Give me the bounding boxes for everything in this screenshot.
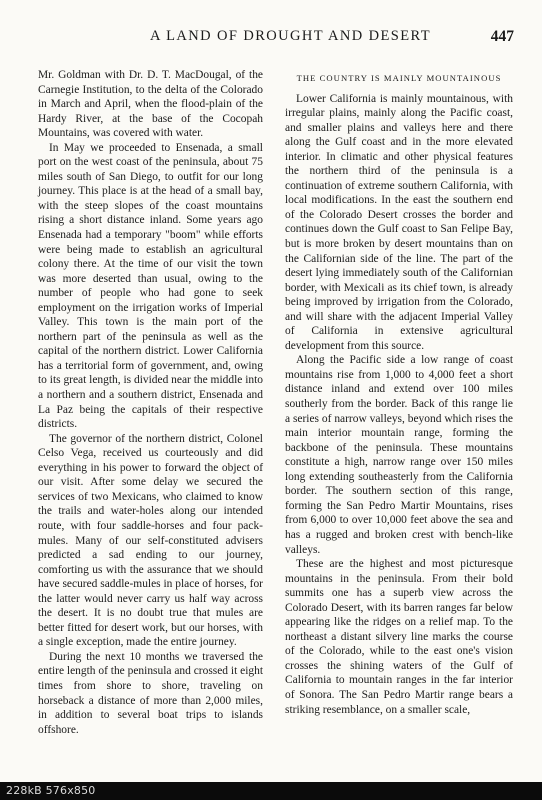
- paragraph: Mr. Goldman with Dr. D. T. MacDougal, of the Carnegie Institution, to the delta of the Colorado in March and April, when the flood-plain of the Hardy River, at the base of the Cocopah Mountains, was covered with water.: [38, 69, 263, 140]
- right-column: [285, 68, 513, 717]
- page-number: 447: [490, 28, 514, 45]
- paragraph: Along the Pacific side a low range of coast mountains rise from 1,000 to 4,000 feet a short distance inland and extend over 100 miles southerly from the border. Back of this range lie a series of narrow valleys, beyond which rises the main interior mountain range, forming the backbone of the peninsula. These mountains constitute a high, narrow range over 150 miles long extending southeasterly from the California border. The southern section of this range, forming the San Pedro Martir Mountains, rises from 6,000 to over 10,000 feet above the sea and has a rugged and broken crest with bench-like valleys.: [285, 354, 513, 556]
- section-heading: THE COUNTRY IS MAINLY MOUNTAINOUS: [296, 73, 502, 83]
- running-head: [150, 28, 514, 46]
- image-info-bar: [0, 782, 542, 800]
- paragraph: These are the highest and most picturesque mountains in the peninsula. From their bold summits one has a superb view across the Colorado Desert, with its barren ranges far below appearing like the ridges on a relief map. To the northeast a distant silvery line marks the course of the Colorado, while to the east one's vision crosses the shining waters of the Gulf of California to mountain ranges in the far interior of Sonora. The San Pedro Martir range bears a striking resemblance, on a smaller scale,: [285, 558, 513, 716]
- paragraph: The governor of the northern district, Colonel Celso Vega, received us courteously and did everything in his power to forward the object of our visit. After some delay we secured the services of two Mexicans, who claimed to know the trails and water-holes along our intended route, with four saddle-horses and four pack-mules. Many of our self-constituted advisers predicted a sad ending to our journey, comforting us with the assurance that we should have secured saddle-mules in place of horses, for the latter would never carry us half way across the desert. It is no doubt true that mules are better fitted for desert work, but our horses, with a single exception, made the entire journey.: [38, 432, 263, 649]
- running-title: A LAND OF DROUGHT AND DESERT: [150, 28, 431, 44]
- image-info-text: 228kB 576x850: [6, 784, 96, 797]
- paragraph: During the next 10 months we traversed the entire length of the peninsula and crossed it eight times from shore to shore, traveling on horseback a distance of more than 2,000 miles, in addition to several boat trips to islands offshore.: [38, 650, 263, 736]
- paragraph: In May we proceeded to Ensenada, a small port on the west coast of the peninsula, about 75 miles south of San Diego, to outfit for our long journey. This place is at the head of a small bay, with the steep slopes of the coast mountains rising a short distance inland. Some years ago Ensenada had a temporary "boom" while efforts were being made to establish an agricultural colony there. At the time of our visit the town was more deserted than usual, owing to the number of people who had gone to seek employment on the irrigation works of Imperial Valley. This town is the main port of the northern part of the peninsula as well as the capital of the northern district. Lower California has a territorial form of government, and, owing to its great length, is divided near the middle into a northern and a southern district, Ensenada and La Paz being the capitals of their respective districts.: [38, 141, 263, 431]
- left-column: [38, 68, 263, 737]
- paragraph: Lower California is mainly mountainous, with irregular plains, mainly along the Pacific coast, and smaller plains and valleys here and there along the Gulf coast and in the more elevated interior. In climatic and other physical features the northern third of the peninsula is a continuation of extreme southern California, with local modifications. In the east the southern end of the Colorado Desert crosses the border and continues down the Gulf coast to San Felipe Bay, but is more broken by desert mountains than on the Californian side of the line. The part of the desert lying immediately south of the Californian border, with Mexicali as its chief town, is already being improved by irrigation from the Colorado, and will share with the adjacent Imperial Valley of California in extensive agricultural development from this source.: [285, 92, 513, 352]
